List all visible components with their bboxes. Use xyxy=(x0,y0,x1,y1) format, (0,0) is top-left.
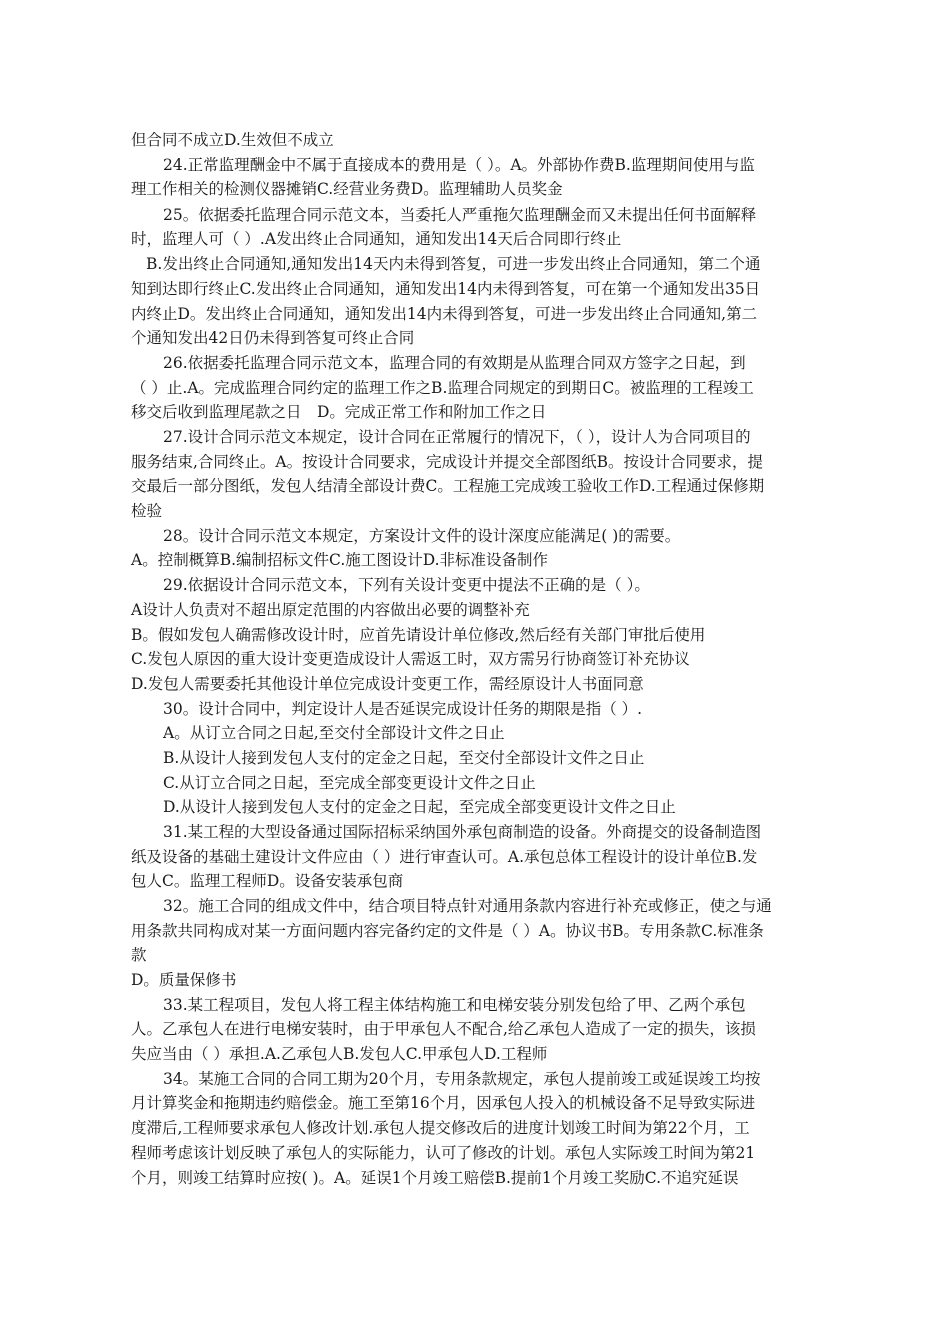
text-line: D.发包人需要委托其他设计单位完成设计变更工作，需经原设计人书面同意 xyxy=(131,675,644,693)
text-line: 28。设计合同示范文本规定，方案设计文件的设计深度应能满足( )的需要。 xyxy=(163,527,681,545)
text-line: D。质量保修书 xyxy=(131,971,237,989)
text-line: A设计人负责对不超出原定范围的内容做出必要的调整补充 xyxy=(131,601,530,619)
text-line: 款 xyxy=(131,946,147,964)
text-line: 知到达即行终止C.发出终止合同通知，通知发出14内未得到答复，可在第一个通知发出35日 xyxy=(131,280,761,298)
text-line: B。假如发包人确需修改设计时，应首先请设计单位修改,然后经有关部门审批后使用 xyxy=(131,626,706,644)
text-line: 移交后收到监理尾款之日 D。完成正常工作和附加工作之日 xyxy=(131,403,547,421)
text-line: 个通知发出42日仍未得到答复可终止合同 xyxy=(131,329,415,347)
text-line: B.发出终止合同通知,通知发出14天内未得到答复，可进一步发出终止合同通知，第二个通 xyxy=(146,255,761,273)
text-line: 包人C。监理工程师D。设备安装承包商 xyxy=(131,872,404,890)
text-line: 内终止D。发出终止合同通知，通知发出14内未得到答复，可进一步发出终止合同通知,第二 xyxy=(131,305,758,323)
text-line: 29.依据设计合同示范文本，下列有关设计变更中提法不正确的是（ ）。 xyxy=(163,576,650,594)
text-line: A。控制概算B.编制招标文件C.施工图设计D.非标准设备制作 xyxy=(131,551,549,569)
text-line: 但合同不成立D.生效但不成立 xyxy=(131,131,334,149)
text-line: 失应当由（ ）承担.A.乙承包人B.发包人C.甲承包人D.工程师 xyxy=(131,1045,548,1063)
text-line: 纸及设备的基础土建设计文件应由（ ）进行审查认可。A.承包总体工程设计的设计单位B.发 xyxy=(131,848,758,866)
text-line: 个月，则竣工结算时应按( )。A。延误1个月竣工赔偿B.提前1个月竣工奖励C.不追究延误 xyxy=(131,1169,739,1187)
text-line: 交最后一部分图纸，发包人结清全部设计费C。工程施工完成竣工验收工作D.工程通过保修期 xyxy=(131,477,765,495)
text-line: 26.依据委托监理合同示范文本，监理合同的有效期是从监理合同双方签字之日起，到 xyxy=(163,354,746,372)
text-line: D.从设计人接到发包人支付的定金之日起，至完成全部变更设计文件之日止 xyxy=(163,798,676,816)
text-line: 24.正常监理酬金中不属于直接成本的费用是（ ）。A。外部协作费B.监理期间使用与监 xyxy=(163,156,755,174)
text-line: 度滞后,工程师要求承包人修改计划.承包人提交修改后的进度计划竣工时间为第22个月，工 xyxy=(131,1119,750,1137)
text-line: 30。设计合同中，判定设计人是否延误完成设计任务的期限是指（ ）. xyxy=(163,700,643,718)
text-line: 检验 xyxy=(131,502,163,520)
text-line: 程师考虑该计划反映了承包人的实际能力，认可了修改的计划。承包人实际竣工时间为第21 xyxy=(131,1144,756,1162)
text-line: 33.某工程项目，发包人将工程主体结构施工和电梯安装分别发包给了甲、乙两个承包 xyxy=(163,996,746,1014)
text-line: 34。某施工合同的合同工期为20个月，专用条款规定，承包人提前竣工或延误竣工均按 xyxy=(163,1070,761,1088)
text-line: C.发包人原因的重大设计变更造成设计人需返工时，双方需另行协商签订补充协议 xyxy=(131,650,690,668)
text-line: 人。乙承包人在进行电梯安装时，由于甲承包人不配合,给乙承包人造成了一定的损失，该损 xyxy=(131,1020,756,1038)
text-line: 25。依据委托监理合同示范文本，当委托人严重拖欠监理酬金而又未提出任何书面解释 xyxy=(163,206,757,224)
text-line: 月计算奖金和拖期违约赔偿金。施工至第16个月，因承包人投入的机械设备不足导致实际进 xyxy=(131,1094,756,1112)
text-line: （ ）止.A。完成监理合同约定的监理工作之B.监理合同规定的到期日C。被监理的工程竣工 xyxy=(131,379,754,397)
text-line: B.从设计人接到发包人支付的定金之日起，至交付全部设计文件之日止 xyxy=(163,749,645,767)
text-line: 27.设计合同示范文本规定，设计合同在正常履行的情况下，（ ），设计人为合同项目的 xyxy=(163,428,751,446)
text-line: 31.某工程的大型设备通过国际招标采纳国外承包商制造的设备。外商提交的设备制造图 xyxy=(163,823,762,841)
text-line: C.从订立合同之日起，至完成全部变更设计文件之日止 xyxy=(163,774,536,792)
text-line: 时，监理人可（ ）.A发出终止合同通知，通知发出14天后合同即行终止 xyxy=(131,230,622,248)
text-line: 理工作相关的检测仪器摊销C.经营业务费D。监理辅助人员奖金 xyxy=(131,180,563,198)
text-line: 32。施工合同的组成文件中，结合项目特点针对通用条款内容进行补充或修正，使之与通 xyxy=(163,897,772,915)
text-line: 用条款共同构成对某一方面问题内容完备约定的文件是（ ）A。协议书B。专用条款C.标准条 xyxy=(131,922,764,940)
text-line: A。从订立合同之日起,至交付全部设计文件之日止 xyxy=(163,724,505,742)
text-line: 服务结束,合同终止。A。按设计合同要求，完成设计并提交全部图纸B。按设计合同要求，提 xyxy=(131,453,764,471)
